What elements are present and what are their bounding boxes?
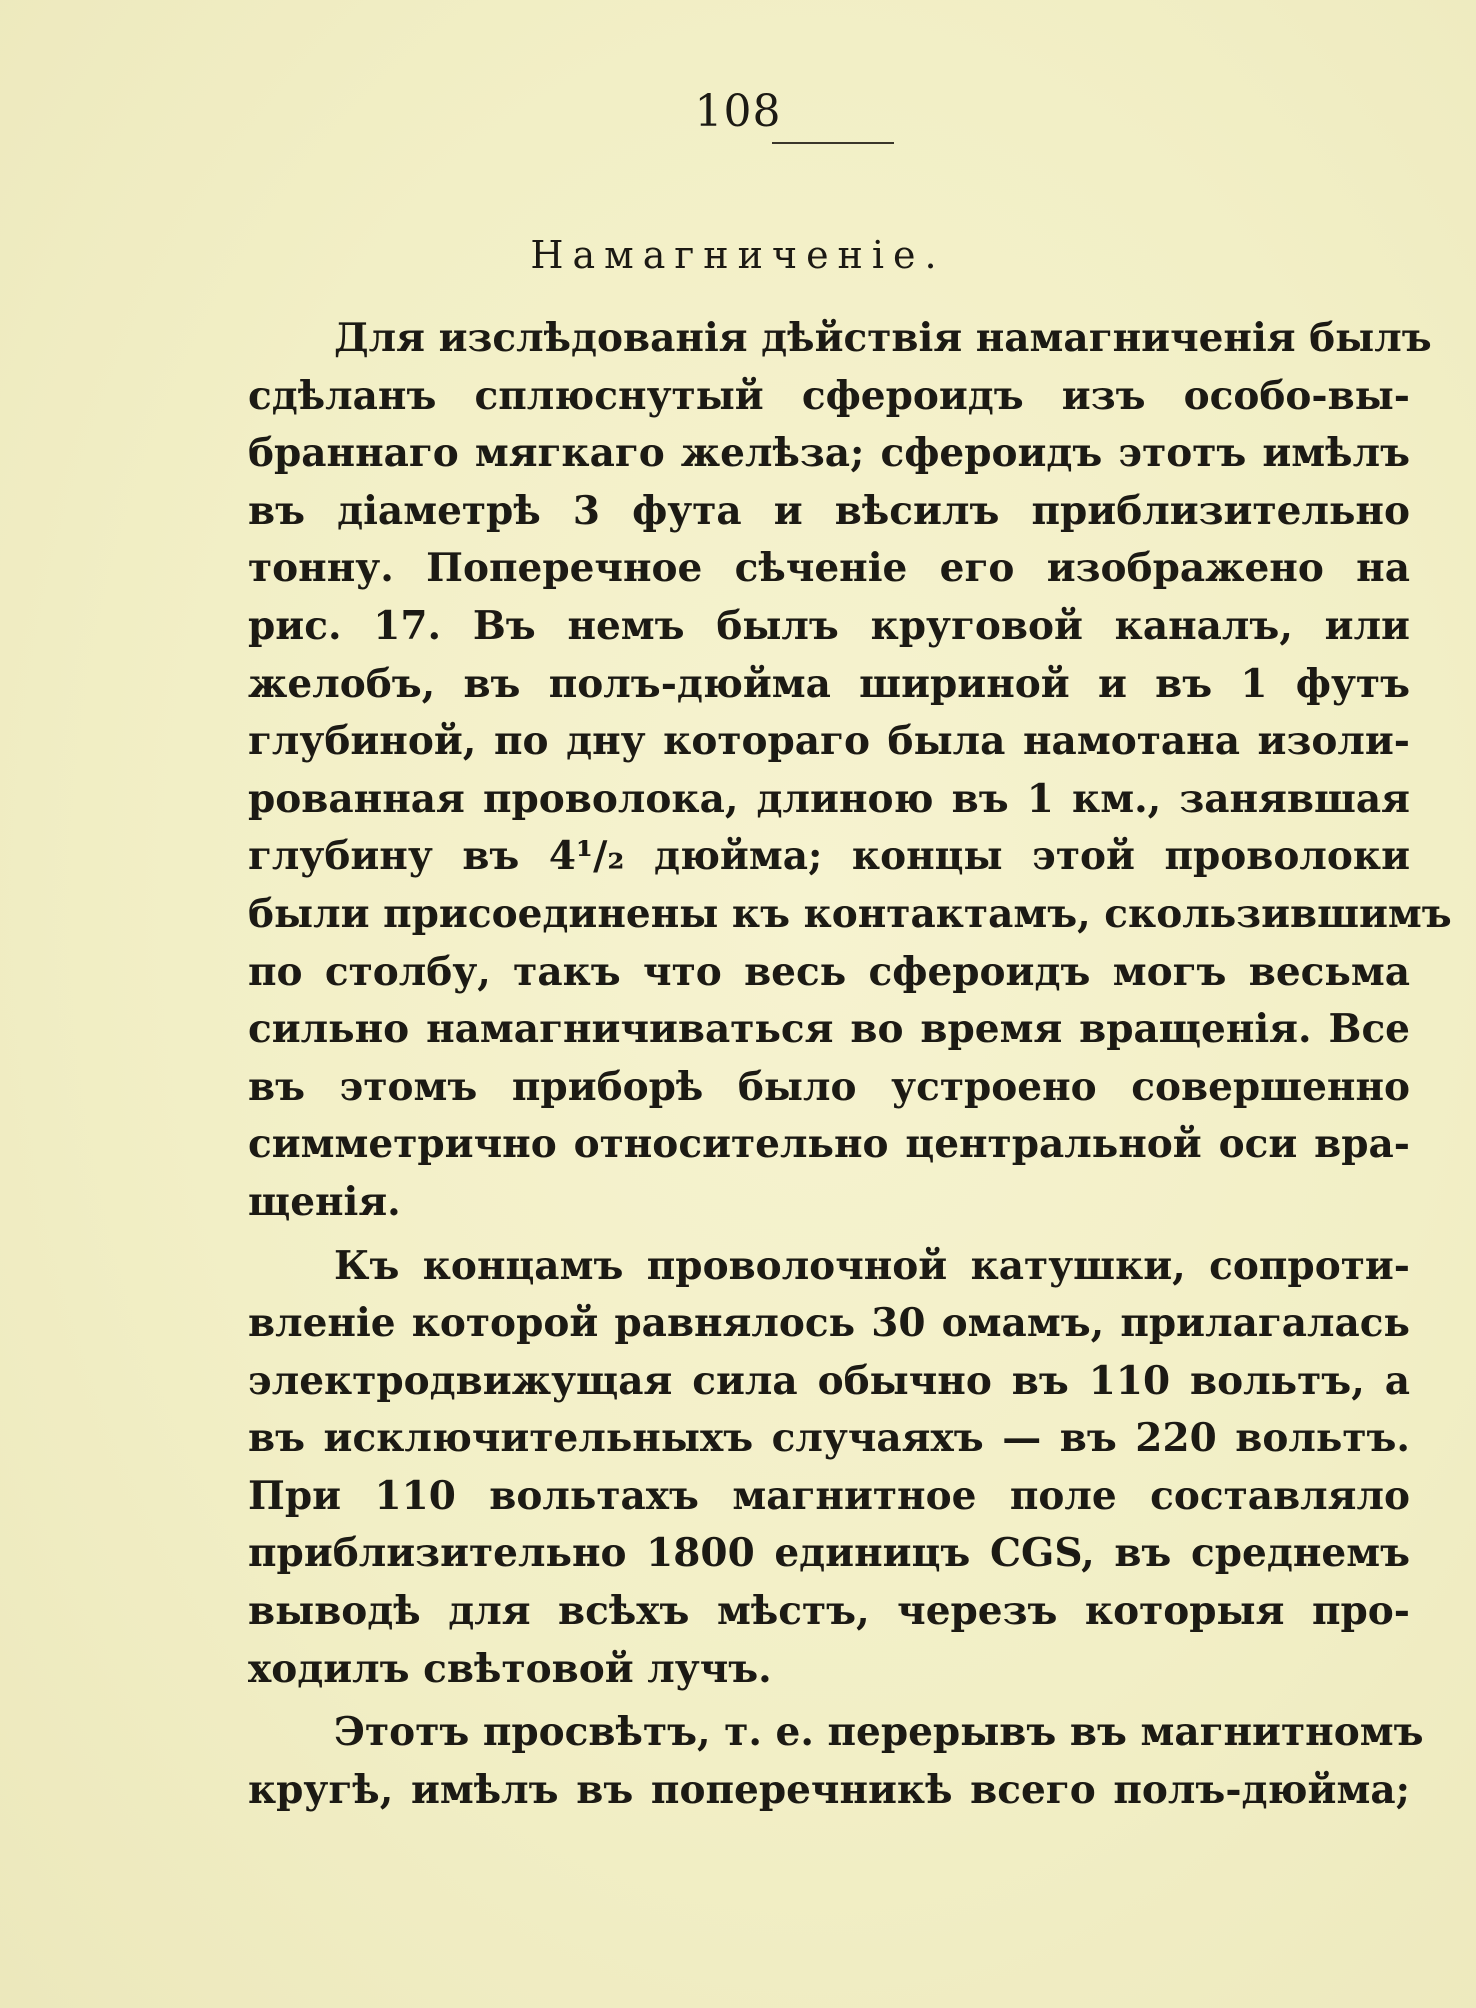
- text-line: симметрично относительно центральной оси вра-: [248, 1121, 1410, 1168]
- text-line: ходилъ свѣтовой лучъ.: [248, 1645, 772, 1692]
- text-line: сдѣланъ сплюснутый сфероидъ изъ особо-вы-: [248, 372, 1410, 419]
- text-line: Для изслѣдованія дѣйствія намагниченія былъ: [334, 315, 1432, 361]
- text-line: тонну. Поперечное сѣченіе его изображено на: [248, 545, 1410, 592]
- text-line: рис. 17. Въ немъ былъ круговой каналъ, или: [248, 602, 1410, 649]
- text-line: глубиной, по дну котораго была намотана изоли-: [248, 718, 1410, 765]
- text-line: Къ концамъ проволочной катушки, сопроти-: [334, 1242, 1410, 1289]
- paragraph-1: [248, 310, 1452, 1232]
- text-line: сильно намагничиваться во время вращенія. Все: [248, 1006, 1410, 1053]
- text-line: по столбу, такъ что весь сфероидъ могъ весьма: [248, 948, 1410, 995]
- text-line: были присоединены къ контактамъ, скользившимъ: [248, 890, 1452, 937]
- text-line: въ исключительныхъ случаяхъ — въ 220 вольтъ.: [248, 1415, 1410, 1462]
- page-number-rule: [772, 142, 894, 144]
- text-line: глубину въ 4¹/₂ дюйма; концы этой проволоки: [248, 833, 1410, 880]
- text-line: кругѣ, имѣлъ въ поперечникѣ всего полъ-дюйма;: [248, 1766, 1410, 1813]
- text-line: Этотъ просвѣтъ, т. е. перерывъ въ магнитномъ: [334, 1709, 1424, 1756]
- text-line: въ этомъ приборѣ было устроено совершенно: [248, 1063, 1410, 1110]
- section-title: Намагниченіе.: [530, 233, 946, 277]
- text-line: рованная проволока, длиною въ 1 км., занявшая: [248, 775, 1410, 822]
- page-number: 108: [694, 86, 782, 137]
- text-line: вленіе которой равнялось 30 омамъ, прилагалась: [248, 1300, 1410, 1347]
- text-line: приблизительно 1800 единицъ CGS, въ среднемъ: [248, 1530, 1410, 1577]
- paragraph-3: [248, 1704, 1424, 1819]
- text-line: электродвижущая сила обычно въ 110 вольтъ, а: [248, 1357, 1410, 1404]
- text-line: щенія.: [248, 1178, 401, 1225]
- text-line: выводѣ для всѣхъ мѣстъ, черезъ которыя про-: [248, 1588, 1410, 1635]
- text-line: въ діаметрѣ 3 фута и вѣсилъ приблизительно: [248, 487, 1410, 534]
- text-line: При 110 вольтахъ магнитное поле составляло: [248, 1472, 1410, 1519]
- paragraph-2: [248, 1238, 1410, 1699]
- body-text: [248, 310, 1452, 1819]
- text-line: желобъ, въ полъ-дюйма шириной и въ 1 футъ: [248, 660, 1410, 707]
- text-line: браннаго мягкаго желѣза; сфероидъ этотъ имѣлъ: [248, 430, 1410, 477]
